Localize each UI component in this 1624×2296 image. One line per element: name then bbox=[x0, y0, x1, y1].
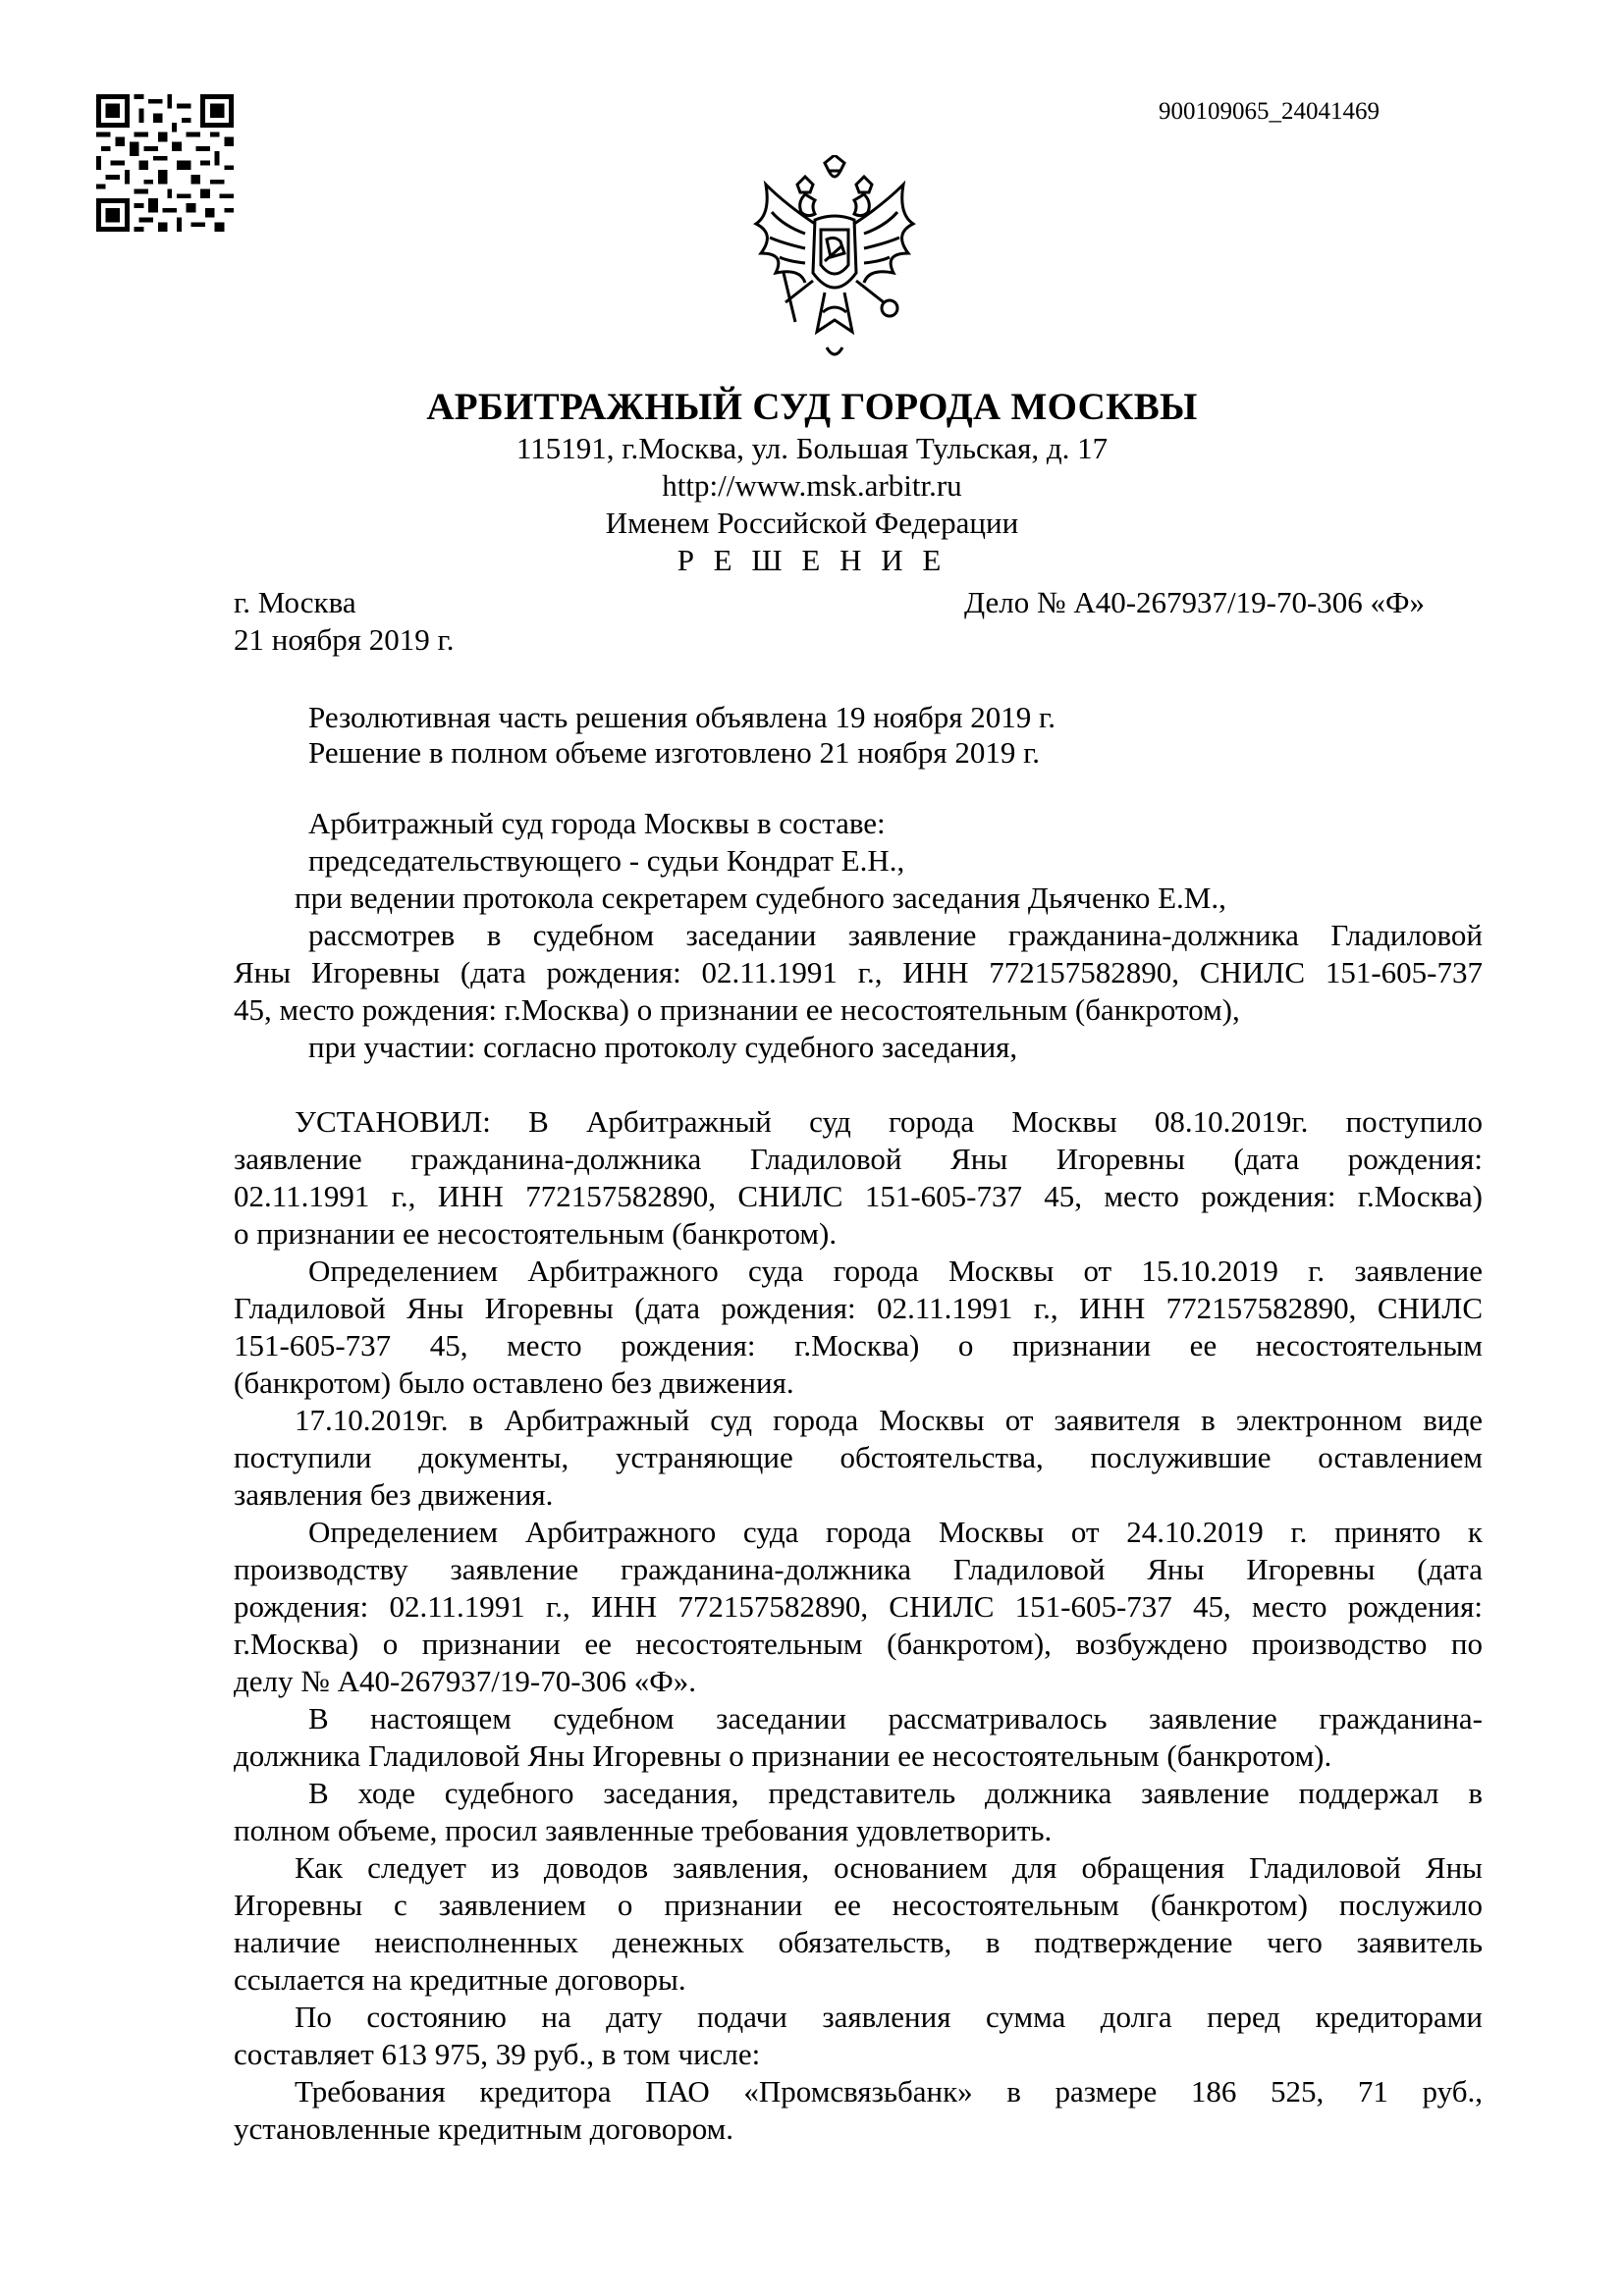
body-line: при участии: согласно протоколу судебного заседания, bbox=[308, 1030, 1018, 1064]
body-line: рассмотрев в судебном заседании заявление гражданина-должника Гладиловой bbox=[308, 918, 1483, 952]
body-line: рождения: 02.11.1991 г., ИНН 772157582890, СНИЛС 151-605-737 45, место рождения: bbox=[234, 1589, 1483, 1624]
body-line: В настоящем судебном заседании рассматривалось заявление гражданина- bbox=[308, 1701, 1483, 1735]
court-website: http://www.msk.arbitr.ru bbox=[662, 468, 962, 503]
document-id: 900109065_24041469 bbox=[1159, 98, 1380, 125]
body-line: производству заявление гражданина-должника Гладиловой Яны Игоревны (дата bbox=[234, 1552, 1483, 1586]
body-line: составляет 613 975, 39 руб., в том числе: bbox=[234, 2037, 761, 2071]
body-line: полном объеме, просил заявленные требования удовлетворить. bbox=[234, 1813, 1053, 1847]
body-line: Как следует из доводов заявления, основанием для обращения Гладиловой Яны bbox=[295, 1850, 1483, 1885]
body-line: г.Москва) о признании ее несостоятельным (банкротом), возбуждено производство по bbox=[234, 1627, 1483, 1661]
body-line: при ведении протокола секретарем судебного заседания Дьяченко Е.М., bbox=[295, 881, 1226, 915]
body-line: 45, место рождения: г.Москва) о признании ее несостоятельным (банкротом), bbox=[234, 992, 1240, 1027]
body-line: Резолютивная часть решения объявлена 19 ноября 2019 г. bbox=[308, 700, 1056, 734]
city: г. Москва bbox=[234, 585, 356, 619]
body-line: делу № А40-267937/19-70-306 «Ф». bbox=[234, 1664, 697, 1698]
body-line: Игоревны с заявлением о признании ее несостоятельным (банкротом) послужило bbox=[234, 1888, 1483, 1922]
body-line: 17.10.2019г. в Арбитражный суд города Москвы от заявителя в электронном виде bbox=[295, 1403, 1483, 1437]
body-line: наличие неисполненных денежных обязательств, в подтверждение чего заявитель bbox=[234, 1925, 1483, 1959]
body-line: о признании ее несостоятельным (банкротом). bbox=[234, 1216, 838, 1251]
decision-date: 21 ноября 2019 г. bbox=[234, 622, 455, 657]
body-line: поступили документы, устраняющие обстоятельства, послужившие оставлением bbox=[234, 1440, 1483, 1474]
body-line: установленные кредитным договором. bbox=[234, 2111, 734, 2146]
body-line: заявление гражданина-должника Гладиловой Яны Игоревны (дата рождения: bbox=[234, 1142, 1483, 1176]
body-line: Требования кредитора ПАО «Промсвязьбанк» в размере 186 525, 71 руб., bbox=[295, 2074, 1483, 2109]
body-line: председательствующего - судьи Кондрат Е.Н., bbox=[308, 843, 905, 878]
body-line: Решение в полном объеме изготовлено 21 ноября 2019 г. bbox=[308, 735, 1041, 770]
body-line: Арбитражный суд города Москвы в составе: bbox=[308, 806, 886, 840]
body-line: Определением Арбитражного суда города Москвы от 15.10.2019 г. заявление bbox=[308, 1254, 1483, 1288]
body-line: 02.11.1991 г., ИНН 772157582890, СНИЛС 151-605-737 45, место рождения: г.Москва) bbox=[234, 1179, 1483, 1213]
body-line: По состоянию на дату подачи заявления сумма долга перед кредиторами bbox=[295, 2000, 1483, 2034]
body-line: 151-605-737 45, место рождения: г.Москва) о признании ее несостоятельным bbox=[234, 1328, 1483, 1362]
body-line: В ходе судебного заседания, представитель должника заявление поддержал в bbox=[308, 1776, 1483, 1810]
body-line: (банкротом) было оставлено без движения. bbox=[234, 1365, 794, 1400]
court-address: 115191, г.Москва, ул. Большая Тульская, д. 17 bbox=[515, 431, 1109, 465]
body-line: заявления без движения. bbox=[234, 1477, 554, 1512]
body-line: Гладиловой Яны Игоревны (дата рождения: 02.11.1991 г., ИНН 772157582890, СНИЛС bbox=[234, 1291, 1483, 1325]
body-line: должника Гладиловой Яны Игоревны о признании ее несостоятельным (банкротом). bbox=[234, 1738, 1332, 1773]
body-line: Определением Арбитражного суда города Москвы от 24.10.2019 г. принято к bbox=[308, 1515, 1483, 1549]
case-number: Дело № А40-267937/19-70-306 «Ф» bbox=[964, 585, 1426, 619]
body-line: УСТАНОВИЛ: В Арбитражный суд города Москвы 08.10.2019г. поступило bbox=[295, 1104, 1483, 1139]
body-line: Яны Игоревны (дата рождения: 02.11.1991 г., ИНН 772157582890, СНИЛС 151-605-737 bbox=[234, 955, 1483, 989]
court-name: АРБИТРАЖНЫЙ СУД ГОРОДА МОСКВЫ bbox=[426, 386, 1198, 428]
in-name-of: Именем Российской Федерации bbox=[605, 506, 1019, 540]
body-line: ссылается на кредитные договоры. bbox=[234, 1962, 686, 1997]
decision-title: Р Е Ш Е Н И Е bbox=[677, 543, 947, 577]
qr-code bbox=[96, 94, 234, 232]
coat-of-arms-icon bbox=[746, 155, 923, 371]
